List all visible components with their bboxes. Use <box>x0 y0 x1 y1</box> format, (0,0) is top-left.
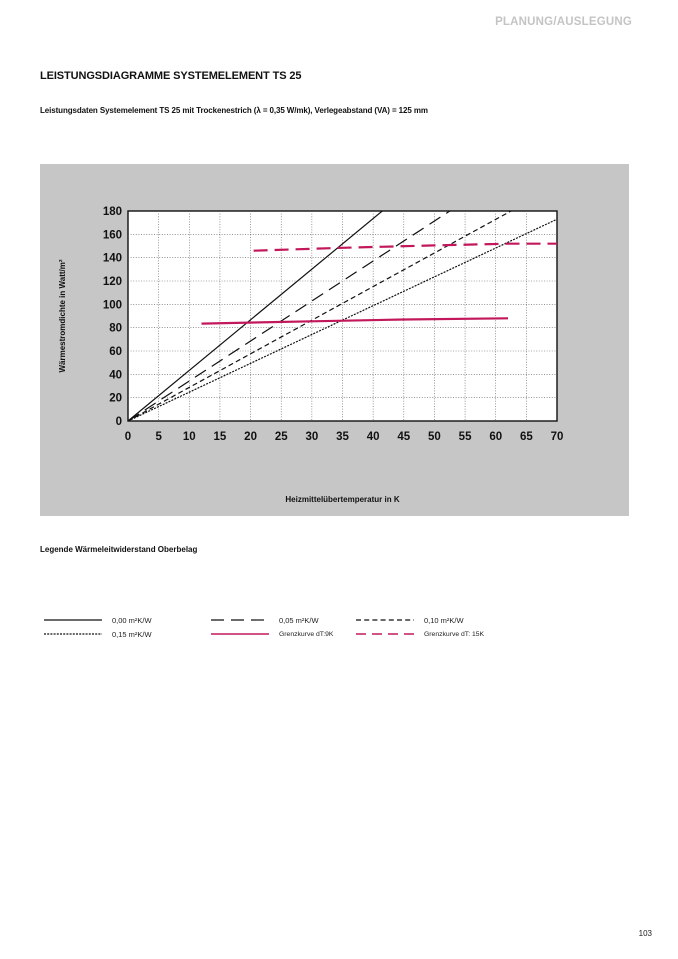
chart-subtitle: Leistungsdaten Systemelement TS 25 mit Trockenestrich (λ = 0,35 W/mk), Verlegeabstand (VA) = 125 mm <box>40 106 428 115</box>
legend-item-dt9 <box>211 629 333 639</box>
legend-item-dt15 <box>356 629 484 639</box>
y-tick-label: 160 <box>102 229 122 242</box>
y-tick-label: 140 <box>102 252 122 265</box>
x-tick-label: 70 <box>550 431 564 443</box>
y-tick-label: 40 <box>109 369 122 382</box>
x-tick-label: 20 <box>244 431 257 443</box>
y-tick-label: 0 <box>115 416 122 428</box>
section-header: PLANUNG/AUSLEGUNG <box>495 16 632 28</box>
x-tick-label: 50 <box>428 431 441 443</box>
legend-swatch-red-dash <box>356 629 414 639</box>
y-axis-label: Wärmestromdichte in Watt/m² <box>58 259 67 373</box>
legend-item-000 <box>44 615 152 625</box>
legend-label: 0,10 m²K/W <box>424 615 464 625</box>
legend-item-010 <box>356 615 464 625</box>
legend-label: Grenzkurve dT:9K <box>279 630 334 638</box>
x-tick-label: 40 <box>366 431 380 443</box>
x-tick-label: 45 <box>397 431 411 443</box>
legend-swatch-solid <box>44 615 102 625</box>
x-axis-label: Heizmittelübertemperatur in K <box>285 495 400 504</box>
legend-label: 0,05 m²K/W <box>279 615 319 625</box>
y-tick-label: 20 <box>109 392 122 405</box>
legend-swatch-dash <box>356 615 414 625</box>
x-tick-label: 15 <box>213 431 227 443</box>
x-tick-label: 10 <box>182 431 196 443</box>
legend-swatch-longdash <box>211 615 269 625</box>
x-tick-label: 30 <box>305 431 319 443</box>
legend-label: 0,15 m²K/W <box>112 629 152 639</box>
y-tick-label: 60 <box>109 346 122 358</box>
legend-label: Grenzkurve dT: 15K <box>424 630 485 638</box>
y-tick-label: 100 <box>102 299 122 312</box>
legend-label: 0,00 m²K/W <box>112 615 152 625</box>
x-tick-label: 65 <box>519 431 533 443</box>
y-tick-label: 180 <box>102 206 122 218</box>
x-tick-label: 60 <box>489 431 503 443</box>
x-tick-label: 35 <box>336 431 349 443</box>
chart-panel <box>40 164 629 516</box>
legend-item-005 <box>211 615 319 625</box>
y-tick-label: 80 <box>109 322 122 335</box>
legend-item-015 <box>44 629 152 639</box>
performance-chart <box>40 164 629 516</box>
legend-title: Legende Wärmeleitwiderstand Oberbelag <box>40 545 198 554</box>
legend-swatch-dotted <box>44 629 102 639</box>
y-tick-label: 120 <box>102 276 122 288</box>
x-tick-label: 0 <box>124 431 132 443</box>
page-title: LEISTUNGSDIAGRAMME SYSTEMELEMENT TS 25 <box>40 70 302 82</box>
x-tick-label: 25 <box>274 431 288 443</box>
x-tick-label: 5 <box>155 431 162 443</box>
legend-swatch-red-solid <box>211 629 269 639</box>
x-tick-label: 55 <box>458 431 472 443</box>
page-number: 103 <box>638 929 652 938</box>
